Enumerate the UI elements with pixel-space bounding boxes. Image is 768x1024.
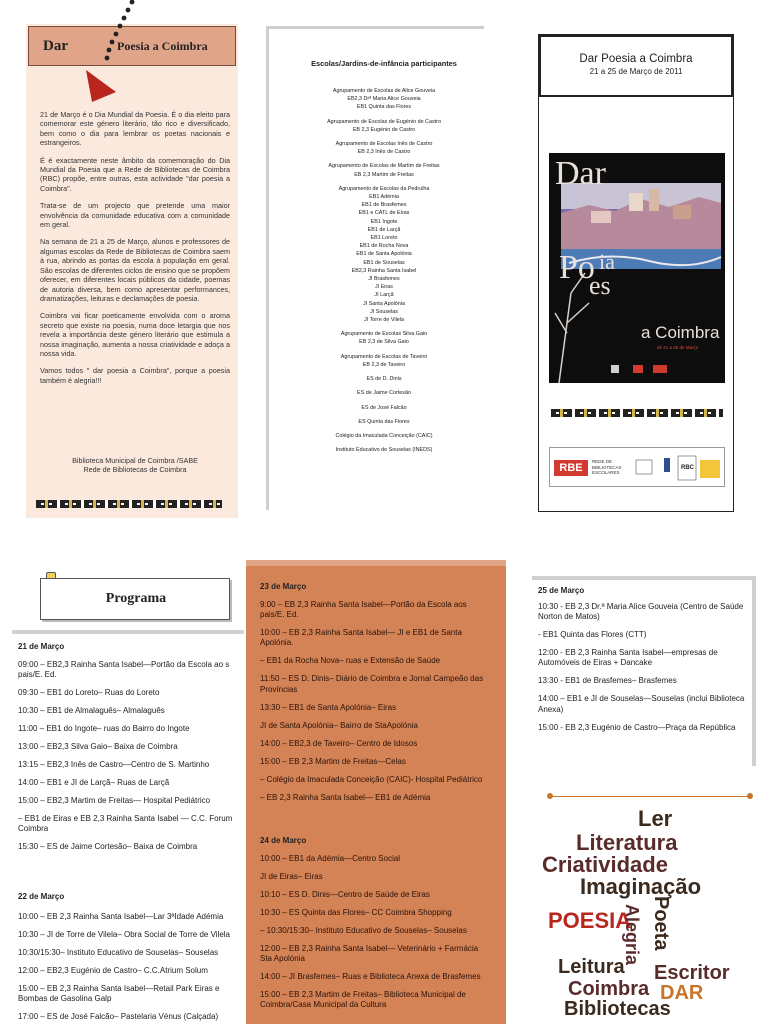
school-item: JI Eiras — [375, 284, 393, 291]
cover-panel — [538, 34, 734, 512]
school-group-name: Agrupamento de Escolas Inês de Castro — [335, 141, 433, 148]
school-item: EB 2,3 de Silva Gaio — [359, 339, 409, 346]
schedule-entry: 12:00 - EB 2,3 Rainha Santa Isabel—empresas de Automóveis de Eiras + Dancake — [538, 648, 718, 668]
schedule-entry: – Colégio da Imaculada Conceição (CAIC)- Hospital Pediátrico — [260, 774, 483, 784]
schedule-entry: 10:30 – EB1 de Almalaguês– Almalaguês — [18, 706, 165, 716]
signature-line: Biblioteca Municipal de Coimbra /SABE — [72, 456, 198, 465]
program-panel-left — [12, 630, 244, 1024]
school-item: EB1 Loreto — [370, 235, 398, 242]
wordcloud-word: Ler — [638, 806, 673, 831]
schedule-entry: 10:30 – ES Quinta das Flores– CC Coimbra Shopping — [260, 908, 452, 917]
schedule-entry: – 10:30/15:30– Instituto Educativo de Souselas– Souselas — [260, 926, 467, 935]
art-letters-poesia: Po — [559, 249, 595, 286]
wordcloud-word: Poeta — [650, 896, 672, 951]
school-item: JI Larçã — [374, 292, 394, 299]
schedule-entry: 14:00 – EB2,3 de Taveiro– Centro de Idosos — [260, 738, 418, 748]
schedule-entry: 9:00 – EB 2,3 Rainha Santa Isabel—Portão da Escola aos pais/E. Ed. — [260, 600, 467, 620]
rbe-text-line: ESCOLARES — [592, 470, 620, 475]
decorative-border — [36, 500, 222, 508]
schedule-entry: 15:00 – EB 2,3 Rainha Santa Isabel—Retail Park Eiras e Bombas de Gasolina Galp — [18, 984, 220, 1004]
schedule-entry: – EB 2,3 Rainha Santa Isabel— EB1 de Adémia — [260, 792, 431, 802]
intro-paragraph: Coimbra vai ficar poeticamente envolvida com o aroma secreto que existe na poesia, numa doce letargia que nos revela a importância deste género literário que estimula a nossa imaginação, aumenta a nossa criatividade e adoça a nossa vida. — [40, 311, 230, 358]
signature-line: Rede de Bibliotecas de Coimbra — [83, 465, 187, 475]
school-item: EB 2,3 Eugénio de Castro — [352, 126, 416, 133]
cover-title: Dar Poesia a Coimbra — [579, 53, 693, 65]
school-item: EB1 de Rocha Nova — [359, 243, 409, 250]
rbe-text-line: BIBLIOTECAS — [592, 464, 622, 470]
schedule-entry: 12:00 – EB 2,3 Rainha Santa Isabel— Veterinário + Farmácia Sta Apolónia — [260, 944, 479, 964]
schedule-entry: 13:00 – EB2,3 Silva Gaio– Baixa de Coimbra — [18, 742, 178, 752]
schedule-entry: JI de Eiras– Eiras — [260, 872, 323, 881]
schedule-entry: 10:30 – JI de Torre de Vilela– Obra Social de Torre de Vilela — [18, 930, 230, 939]
schedule-entry: 13:30 – EB1 de Santa Apolónia– Eiras — [260, 702, 397, 712]
schedule-entry: 10:30 - EB 2,3 Dr.ª Maria Alice Gouveia (Centro de Saúde Norton de Matos) — [538, 602, 744, 622]
partner-logos-icons — [634, 450, 724, 486]
arrow-dots-icon — [54, 0, 144, 104]
schedule-entry: 14:00 – EB1 e JI de Larçã– Ruas de Larçã — [18, 778, 170, 788]
school-item: EB1 de Santa Apolónia — [356, 251, 412, 258]
wordcloud-word: Coimbra — [568, 978, 650, 1000]
schedule-day21 — [18, 660, 246, 860]
schedule-day22 — [18, 912, 246, 1024]
intro-paragraph: Trata-se de um projecto que pretende uma maior envolvência da comunidade educativa com a comunidade em geral. — [40, 201, 230, 230]
schedule-entry: 11:00 – EB1 do Ingote– ruas do Bairro do Ingote — [18, 724, 190, 734]
intro-paragraph: É é exactamente neste âmbito da comemoração do Dia Mundial da Poesia que a Rede de Bibliotecas de Coimbra (RBC) propõe, entre outras, esta actividade "dar poesia a Coimbra". — [40, 155, 230, 193]
schedule-entry: 15:00 – EB 2,3 Martim de Freitas—Celas — [260, 756, 406, 766]
decorative-border — [551, 409, 723, 417]
schedule-entry: – EB1 de Eiras e EB 2,3 Rainha Santa Isabel — C.C. Forum Coimbra — [18, 814, 233, 834]
cover-header — [539, 35, 733, 97]
day-title: 21 de Março — [18, 642, 65, 651]
wordcloud-word: DAR — [660, 982, 704, 1004]
school-item: EB2,3 Rainha Santa Isabel — [351, 267, 417, 274]
schedule-entry: 09:00 – EB2,3 Rainha Santa Isabel—Portão da Escola ao s pais/E. Ed. — [18, 660, 230, 680]
school-item: EB 2,3 Inês de Castro — [357, 149, 411, 156]
schedule-entry: 15:30 – ES de Jaime Cortesão– Baixa de Coimbra — [18, 842, 198, 852]
intro-paragraph: Vamos todos " dar poesia a Coimbra", porque a poesia também é alegria!!! — [40, 366, 230, 385]
rbe-text-line: REDE DE — [592, 459, 613, 464]
schedule-entry: 17:00 – ES de José Falcão– Pastelaria Vénus (Calçada) — [18, 1012, 219, 1022]
day-title: 24 de Março — [260, 836, 307, 845]
school-item: EB1 Adémia — [369, 194, 399, 201]
schedule-entry: 10:00 – EB 2,3 Rainha Santa Isabel— JI e EB1 de Santa Apolónia. — [260, 628, 462, 648]
schedule-day24 — [260, 854, 488, 1018]
wordcloud-word: Alegria — [622, 904, 642, 966]
divider-dot — [547, 793, 553, 799]
divider-line — [550, 796, 750, 797]
wordcloud-word: POESIA — [548, 908, 632, 933]
school-group-name: ES de D. Dinis — [366, 376, 402, 383]
intro-paragraph: Na semana de 21 a 25 de Março, alunos e professores de algumas escolas da Rede de Bibliotecas de Coimbra saem à rua, abrindo as portas da escola à população em geral. São escolas de diferentes ciclos de ensino que se propõem oferecer, em diferentes locais públicos da cidade, poemas de autoria diversa, bem como apresentar performances, dramatizações, leituras e declamações de poesia. — [40, 237, 230, 303]
school-item: EB 2,3 de Taveiro — [362, 361, 406, 368]
school-item: EB1 Quinta das Flores — [356, 104, 412, 111]
partner-logos — [549, 447, 725, 487]
intro-signature — [40, 456, 230, 475]
schools-list — [269, 87, 499, 460]
school-group-name: Agrupamento de Escolas de Martim de Freitas — [328, 163, 440, 170]
schedule-entry: - EB1 Quinta das Flores (CTT) — [538, 630, 647, 640]
schedule-entry: 09:30 – EB1 do Loreto– Ruas do Loreto — [18, 688, 160, 698]
school-group-name: ES de José Falcão — [361, 404, 407, 411]
school-group-name: ES de Jaime Cortesão — [357, 390, 411, 397]
program-title: Programa — [105, 591, 167, 606]
schedule-entry: 10:10 – ES D. Dinis—Centro de Saúde de Eiras — [260, 890, 430, 899]
schedule-entry: – EB1 da Rocha Nova– ruas e Extensão de Saúde — [260, 656, 441, 666]
cover-logos-icon — [549, 359, 725, 383]
school-group-name: ES Quinta das Flores — [358, 418, 410, 425]
schools-panel — [266, 26, 484, 510]
schedule-entry: 10:30/15:30– Instituto Educativo de Souselas– Souselas — [18, 948, 219, 957]
wordcloud-word: Imaginação — [580, 874, 702, 899]
wordcloud-word: Criatividade — [542, 852, 668, 877]
cover-artwork — [549, 153, 725, 383]
intro-panel — [26, 24, 238, 518]
program-tag — [40, 578, 230, 620]
intro-text — [40, 110, 230, 393]
wordcloud-word: Escritor — [654, 962, 730, 984]
school-item: EB1 Ingote — [370, 218, 398, 225]
school-item: EB 2,3 Martim de Freitas — [354, 171, 414, 178]
school-item: EB1 e CATL de Eiras — [358, 210, 410, 217]
schedule-entry: 15:00 – EB2,3 Martim de Freitas— Hospital Pediátrico — [18, 796, 211, 806]
schedule-entry: 12:00 – EB2,3 Eugénio de Castro– C.C.Atrium Solum — [18, 966, 208, 975]
schedule-day23 — [260, 600, 488, 811]
school-item: JI Souselas — [370, 308, 398, 315]
rbe-logo-text — [592, 459, 622, 476]
school-group-gap — [269, 454, 499, 460]
schedule-entry: 14:00 – EB1 e JI de Souselas—Souselas (inclui Biblioteca Anexa) — [538, 694, 745, 714]
schedule-entry: 13:30 - EB1 de Brasfemes– Brasfemes — [538, 676, 677, 686]
schedule-entry: 11:50 – ES D. Dinis– Diário de Coimbra e Jornal Campeão das Províncias — [260, 674, 484, 694]
schedule-entry: 15:00 - EB 2,3 Eugénio de Castro—Praça da República — [538, 722, 736, 732]
school-group-name: Agrupamento de Escolas Silva Gaio — [340, 331, 428, 338]
program-panel-middle — [246, 560, 506, 1024]
school-item: EB1 de Brasfemes — [361, 202, 407, 209]
schedule-entry: 14:00 – JI Brasfemes– Ruas e Biblioteca Anexa de Brasfemes — [260, 972, 481, 982]
schedule-entry: 10:00 – EB1 da Adémia—Centro Social — [260, 854, 401, 863]
rbc-logo: RBC — [681, 465, 694, 471]
school-group-name: Agrupamento de Escolas de Alice Gouveia — [332, 88, 436, 94]
divider-dot — [747, 793, 753, 799]
day-title: 23 de Março — [260, 582, 307, 591]
school-item: EB1 de Souselas — [363, 259, 405, 266]
school-group-name: Agrupamento de Escolas da Pedrulha — [338, 185, 430, 192]
schedule-day25 — [538, 602, 754, 741]
schedule-entry: 13:15 – EB2,3 Inês de Castro—Centro de S. Martinho — [18, 760, 210, 770]
school-group-name: Agrupamento de Escolas de Eugénio de Castro — [327, 118, 441, 125]
schools-title: Escolas/Jardins-de-infância participantes — [311, 59, 457, 68]
program-panel-right — [532, 576, 756, 766]
school-group-name: Colégio da Imaculada Conceição (CAIC) — [335, 432, 433, 439]
school-group-name: Instituto Educativo de Souselas (INEDS) — [335, 447, 433, 454]
cover-subtitle: de 21 a 25 de Março — [657, 345, 699, 350]
art-letters-dar: Dar — [555, 155, 606, 192]
intro-title-dar: Dar — [43, 38, 68, 54]
cover-coimbra: a Coimbra — [641, 323, 720, 342]
rbe-logo: RBE — [554, 460, 588, 476]
school-item: JI Brasfemes — [368, 276, 400, 283]
schedule-entry: 10:00 – EB 2,3 Rainha Santa Isabel—Lar 3ªIdade Adémia — [18, 912, 224, 921]
cover-dates: 21 a 25 de Março de 2011 — [589, 67, 683, 76]
school-item: JI Santa Apolónia — [363, 300, 405, 307]
intro-title-rest: Poesia a Coimbra — [117, 39, 208, 53]
wordcloud-word: Leitura — [558, 956, 625, 978]
art-letters-ia: ia — [599, 249, 615, 274]
art-letters-se: es — [589, 271, 611, 300]
school-item: JI Torre de Vilela — [364, 317, 404, 324]
school-item: EB1 de Larçã — [367, 226, 401, 233]
day-title: 22 de Março — [18, 892, 65, 901]
intro-paragraph: 21 de Março é o Dia Mundial da Poesia. É o dia eleito para comemorar este género literário, tão rico e diversificado, bem como o dia para lembrar os poetas nacionais e estrangeiros. — [40, 110, 230, 148]
schedule-entry: JI de Santa Apolónia– Bairro de StaApolónia — [260, 720, 418, 730]
day-title: 25 de Março — [538, 586, 585, 595]
wordcloud-word: Literatura — [576, 830, 678, 855]
schedule-entry: 15:00 – EB 2,3 Martim de Freitas– Biblioteca Municipal de Coimbra/Casa Municipal da Cultura — [260, 990, 466, 1010]
word-cloud — [538, 800, 758, 1024]
school-group-name: Agrupamento de Escolas de Taveiro — [340, 353, 428, 360]
wordcloud-word: Bibliotecas — [564, 998, 671, 1020]
school-item: EB2,3 Drª Maria Alice Gouveia — [347, 96, 421, 103]
